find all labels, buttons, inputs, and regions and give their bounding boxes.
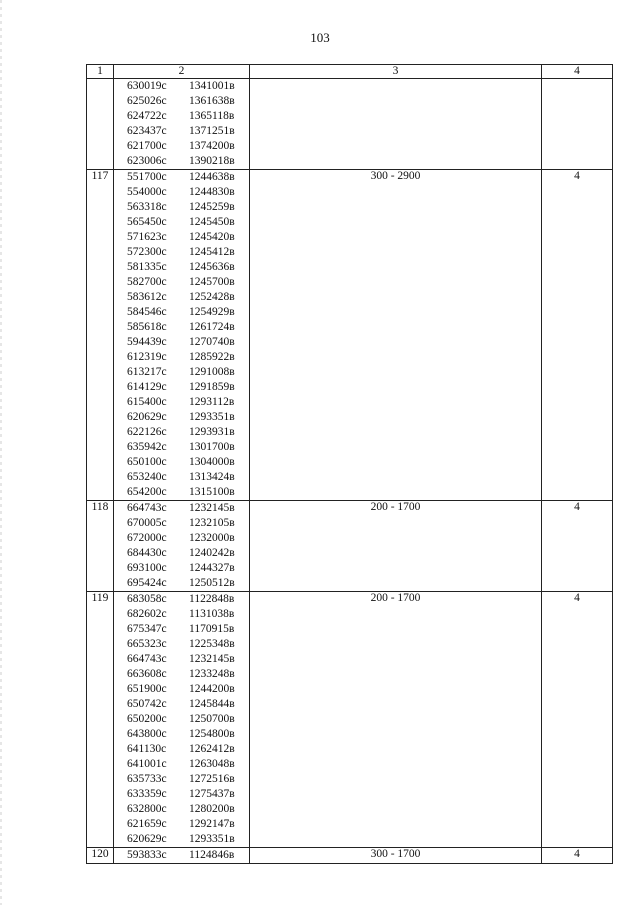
longitude-value: 1245412в xyxy=(189,246,235,258)
column-header-3: 3 xyxy=(250,65,542,79)
latitude-value: 612319с xyxy=(127,351,167,363)
coordinate-pair xyxy=(114,772,249,787)
latitude-value: 622126с xyxy=(127,426,167,438)
longitude-value: 1285922в xyxy=(189,351,235,363)
row-number: 118 xyxy=(87,501,114,592)
depth-range: 200 - 1700 xyxy=(250,592,542,848)
longitude-value: 1365118в xyxy=(189,110,235,122)
coordinate-pair xyxy=(114,787,249,802)
longitude-value: 1390218в xyxy=(189,155,235,167)
coordinate-list xyxy=(114,848,250,864)
coordinate-pair xyxy=(114,230,249,245)
coordinate-pair xyxy=(114,94,249,109)
latitude-value: 584546с xyxy=(127,306,167,318)
category-value: 4 xyxy=(542,592,613,848)
latitude-value: 625026с xyxy=(127,95,167,107)
latitude-value: 621659с xyxy=(127,818,167,830)
coordinate-pair xyxy=(114,727,249,742)
latitude-value: 615400с xyxy=(127,396,167,408)
coordinate-pair xyxy=(114,802,249,817)
row-number: 119 xyxy=(87,592,114,848)
coordinate-pair xyxy=(114,576,249,591)
table-row xyxy=(87,501,613,592)
longitude-value: 1261724в xyxy=(189,321,235,333)
table-row xyxy=(87,79,613,170)
coordinate-pair xyxy=(114,380,249,395)
row-number: 117 xyxy=(87,170,114,501)
coordinate-pair xyxy=(114,395,249,410)
longitude-value: 1245420в xyxy=(189,231,235,243)
row-number xyxy=(87,79,114,170)
latitude-value: 624722с xyxy=(127,110,167,122)
latitude-value: 614129с xyxy=(127,381,167,393)
coordinate-pair xyxy=(114,531,249,546)
longitude-value: 1270740в xyxy=(189,336,235,348)
longitude-value: 1301700в xyxy=(189,441,235,453)
latitude-value: 572300с xyxy=(127,246,167,258)
coordinate-pair xyxy=(114,79,249,94)
latitude-value: 635942с xyxy=(127,441,167,453)
coordinate-list xyxy=(114,79,250,170)
latitude-value: 551700с xyxy=(127,171,167,183)
longitude-value: 1374200в xyxy=(189,140,235,152)
latitude-value: 633359с xyxy=(127,788,167,800)
coordinate-pair xyxy=(114,215,249,230)
longitude-value: 1233248в xyxy=(189,668,235,680)
coordinate-pair xyxy=(114,848,249,863)
depth-range: 200 - 1700 xyxy=(250,501,542,592)
latitude-value: 650200с xyxy=(127,713,167,725)
coordinate-pair xyxy=(114,260,249,275)
category-value: 4 xyxy=(542,848,613,864)
longitude-value: 1313424в xyxy=(189,471,235,483)
coordinate-pair xyxy=(114,365,249,380)
coordinate-pair xyxy=(114,546,249,561)
latitude-value: 563318с xyxy=(127,201,167,213)
table-row xyxy=(87,592,613,848)
latitude-value: 651900с xyxy=(127,683,167,695)
latitude-value: 581335с xyxy=(127,261,167,273)
latitude-value: 630019с xyxy=(127,80,167,92)
coordinate-pair xyxy=(114,607,249,622)
latitude-value: 565450с xyxy=(127,216,167,228)
coordinate-pair xyxy=(114,335,249,350)
latitude-value: 632800с xyxy=(127,803,167,815)
latitude-value: 635733с xyxy=(127,773,167,785)
coordinate-pair xyxy=(114,154,249,169)
longitude-value: 1225348в xyxy=(189,638,235,650)
coordinate-pair xyxy=(114,124,249,139)
coordinate-pair xyxy=(114,109,249,124)
coordinate-list xyxy=(114,170,250,501)
longitude-value: 1244638в xyxy=(189,171,235,183)
latitude-value: 664743с xyxy=(127,653,167,665)
latitude-value: 663608с xyxy=(127,668,167,680)
longitude-value: 1315100в xyxy=(189,486,235,498)
latitude-value: 653240с xyxy=(127,471,167,483)
category-value: 4 xyxy=(542,501,613,592)
longitude-value: 1371251в xyxy=(189,125,235,137)
longitude-value: 1170915в xyxy=(189,623,235,635)
longitude-value: 1341001в xyxy=(189,80,235,92)
coordinate-pair xyxy=(114,470,249,485)
table-row xyxy=(87,170,613,501)
latitude-value: 643800с xyxy=(127,728,167,740)
longitude-value: 1291859в xyxy=(189,381,235,393)
longitude-value: 1254800в xyxy=(189,728,235,740)
longitude-value: 1252428в xyxy=(189,291,235,303)
table-header-row xyxy=(87,65,613,79)
longitude-value: 1250512в xyxy=(189,577,235,589)
latitude-value: 682602с xyxy=(127,608,167,620)
latitude-value: 665323с xyxy=(127,638,167,650)
coordinate-pair xyxy=(114,139,249,154)
coordinate-pair xyxy=(114,425,249,440)
column-header-2: 2 xyxy=(114,65,250,79)
longitude-value: 1304000в xyxy=(189,456,235,468)
longitude-value: 1245636в xyxy=(189,261,235,273)
latitude-value: 620629с xyxy=(127,411,167,423)
latitude-value: 641130с xyxy=(127,743,167,755)
longitude-value: 1263048в xyxy=(189,758,235,770)
latitude-value: 621700с xyxy=(127,140,167,152)
latitude-value: 620629с xyxy=(127,833,167,845)
latitude-value: 684430с xyxy=(127,547,167,559)
coordinate-pair xyxy=(114,170,249,185)
latitude-value: 641001с xyxy=(127,758,167,770)
longitude-value: 1232105в xyxy=(189,517,235,529)
longitude-value: 1245450в xyxy=(189,216,235,228)
coordinate-pair xyxy=(114,501,249,516)
longitude-value: 1244830в xyxy=(189,186,235,198)
coordinate-pair xyxy=(114,712,249,727)
longitude-value: 1254929в xyxy=(189,306,235,318)
longitude-value: 1293351в xyxy=(189,833,235,845)
column-header-4: 4 xyxy=(542,65,613,79)
latitude-value: 664743с xyxy=(127,502,167,514)
category-value: 4 xyxy=(542,170,613,501)
longitude-value: 1280200в xyxy=(189,803,235,815)
latitude-value: 571623с xyxy=(127,231,167,243)
coordinate-pair xyxy=(114,455,249,470)
coordinate-pair xyxy=(114,245,249,260)
latitude-value: 654200с xyxy=(127,486,167,498)
coordinate-pair xyxy=(114,440,249,455)
coordinate-pair xyxy=(114,290,249,305)
latitude-value: 594439с xyxy=(127,336,167,348)
depth-range xyxy=(250,79,542,170)
scan-edge xyxy=(0,0,2,905)
longitude-value: 1293112в xyxy=(189,396,235,408)
coordinate-pair xyxy=(114,817,249,832)
latitude-value: 675347с xyxy=(127,623,167,635)
latitude-value: 623437с xyxy=(127,125,167,137)
coordinate-pair xyxy=(114,320,249,335)
coordinate-pair xyxy=(114,516,249,531)
coordinate-pair xyxy=(114,697,249,712)
latitude-value: 583612с xyxy=(127,291,167,303)
coordinate-pair xyxy=(114,622,249,637)
latitude-value: 582700с xyxy=(127,276,167,288)
coordinate-pair xyxy=(114,832,249,847)
coordinate-pair xyxy=(114,275,249,290)
longitude-value: 1291008в xyxy=(189,366,235,378)
longitude-value: 1275437в xyxy=(189,788,235,800)
longitude-value: 1245844в xyxy=(189,698,235,710)
longitude-value: 1293351в xyxy=(189,411,235,423)
row-number: 120 xyxy=(87,848,114,864)
latitude-value: 693100с xyxy=(127,562,167,574)
longitude-value: 1131038в xyxy=(189,608,235,620)
longitude-value: 1262412в xyxy=(189,743,235,755)
longitude-value: 1244327в xyxy=(189,562,235,574)
coordinate-pair xyxy=(114,757,249,772)
table-row xyxy=(87,848,613,864)
longitude-value: 1361638в xyxy=(189,95,235,107)
longitude-value: 1245700в xyxy=(189,276,235,288)
coordinate-pair xyxy=(114,200,249,215)
coordinate-pair xyxy=(114,667,249,682)
column-header-1: 1 xyxy=(87,65,114,79)
coordinate-pair xyxy=(114,350,249,365)
latitude-value: 695424с xyxy=(127,577,167,589)
coordinate-pair xyxy=(114,682,249,697)
latitude-value: 585618с xyxy=(127,321,167,333)
latitude-value: 672000с xyxy=(127,532,167,544)
coordinates-table xyxy=(86,64,613,864)
longitude-value: 1240242в xyxy=(189,547,235,559)
coordinate-list xyxy=(114,501,250,592)
coordinate-pair xyxy=(114,652,249,667)
coordinate-pair xyxy=(114,637,249,652)
latitude-value: 650100с xyxy=(127,456,167,468)
coordinate-pair xyxy=(114,742,249,757)
latitude-value: 554000с xyxy=(127,186,167,198)
latitude-value: 613217с xyxy=(127,366,167,378)
page-number: 103 xyxy=(310,30,330,45)
longitude-value: 1232000в xyxy=(189,532,235,544)
depth-range: 300 - 1700 xyxy=(250,848,542,864)
latitude-value: 650742с xyxy=(127,698,167,710)
longitude-value: 1292147в xyxy=(189,818,235,830)
depth-range: 300 - 2900 xyxy=(250,170,542,501)
longitude-value: 1293931в xyxy=(189,426,235,438)
longitude-value: 1232145в xyxy=(189,653,235,665)
longitude-value: 1122848в xyxy=(189,593,235,605)
latitude-value: 670005с xyxy=(127,517,167,529)
coordinate-pair xyxy=(114,561,249,576)
coordinate-pair xyxy=(114,305,249,320)
longitude-value: 1245259в xyxy=(189,201,235,213)
longitude-value: 1244200в xyxy=(189,683,235,695)
category-value xyxy=(542,79,613,170)
coordinate-pair xyxy=(114,410,249,425)
latitude-value: 593833с xyxy=(127,849,167,861)
longitude-value: 1250700в xyxy=(189,713,235,725)
longitude-value: 1124846в xyxy=(189,849,235,861)
coordinate-pair xyxy=(114,592,249,607)
latitude-value: 623006с xyxy=(127,155,167,167)
longitude-value: 1232145в xyxy=(189,502,235,514)
coordinate-pair xyxy=(114,485,249,500)
coordinate-pair xyxy=(114,185,249,200)
longitude-value: 1272516в xyxy=(189,773,235,785)
coordinate-list xyxy=(114,592,250,848)
latitude-value: 683058с xyxy=(127,593,167,605)
table-body xyxy=(87,79,613,864)
